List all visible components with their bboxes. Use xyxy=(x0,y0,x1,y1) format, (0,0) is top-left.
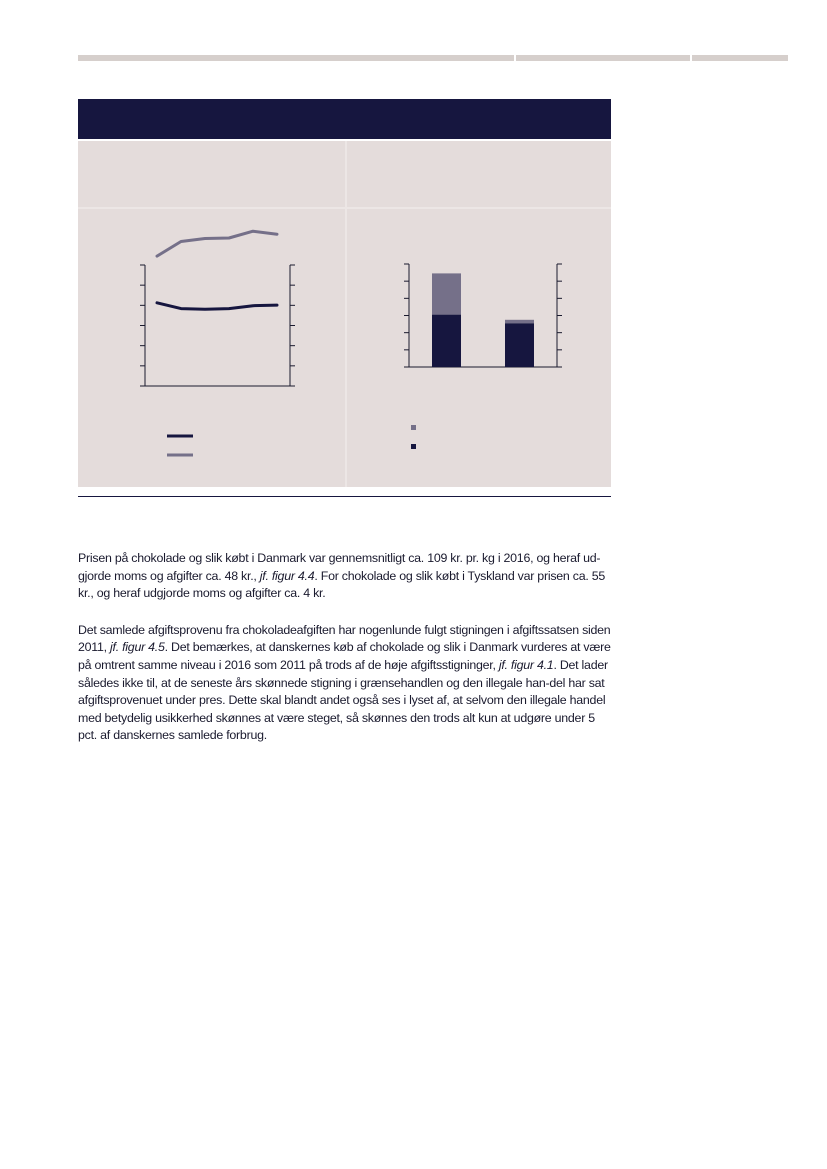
bar-legend-swatch-1 xyxy=(411,444,416,449)
text-run: . Det bemærkes, at danskernes køb af chokolade og slik i Danmark vurderes at være på omtrent samme niveau i 2016 som 2011 på trods af de høje afgiftsstigninger, xyxy=(78,640,611,672)
line-series-1 xyxy=(157,303,277,309)
text-run: . Det lader således ikke til, at de seneste års skønnede stigning i grænsehandlen og den illegale han- xyxy=(78,657,608,690)
bar-1-segment-1 xyxy=(432,315,461,367)
line-series-2 xyxy=(157,231,277,256)
body-text xyxy=(78,550,611,764)
figure-charts xyxy=(0,0,827,500)
bar-2-segment-2 xyxy=(505,320,534,323)
bar-legend-swatch-2 xyxy=(411,425,416,430)
bar-1-segment-2 xyxy=(432,273,461,314)
paragraph-price xyxy=(78,550,611,603)
figure-reference: jf. figur 4.5 xyxy=(110,640,165,655)
figure-reference: jf. figur 4.1 xyxy=(498,657,554,672)
text-run: del har sat afgiftsprovenuet under pres. Dette skal blandt andet også ses i lyset af, at selvom den illegale handel med betydelig usikkerhed skønnes at være steget, så skønnes den trods alt kun at udgøre under 5 pct. af danskernes samlede forbrug. xyxy=(78,675,606,743)
paragraph-revenue xyxy=(78,622,611,745)
figure-reference: jf. figur 4.4 xyxy=(259,568,315,583)
text-run: . For chokolade og slik købt i Tyskland var prisen ca. 55 kr., og heraf udgjorde moms og afgifter ca. 4 kr. xyxy=(78,568,605,601)
figure-bottom-rule xyxy=(78,496,611,497)
text-run: Prisen på chokolade og slik købt i Danmark var gennemsnitligt ca. 109 kr. pr. kg i 2016, og heraf ud- xyxy=(78,551,601,565)
text-run: Det samlede afgiftsprovenu fra chokoladeafgiften har nogenlunde fulgt stigningen i afgiftssatsen siden 2011, xyxy=(78,622,611,655)
bar-2-segment-1 xyxy=(505,323,534,367)
text-run: gjorde moms og afgifter ca. 48 kr., xyxy=(78,568,260,583)
